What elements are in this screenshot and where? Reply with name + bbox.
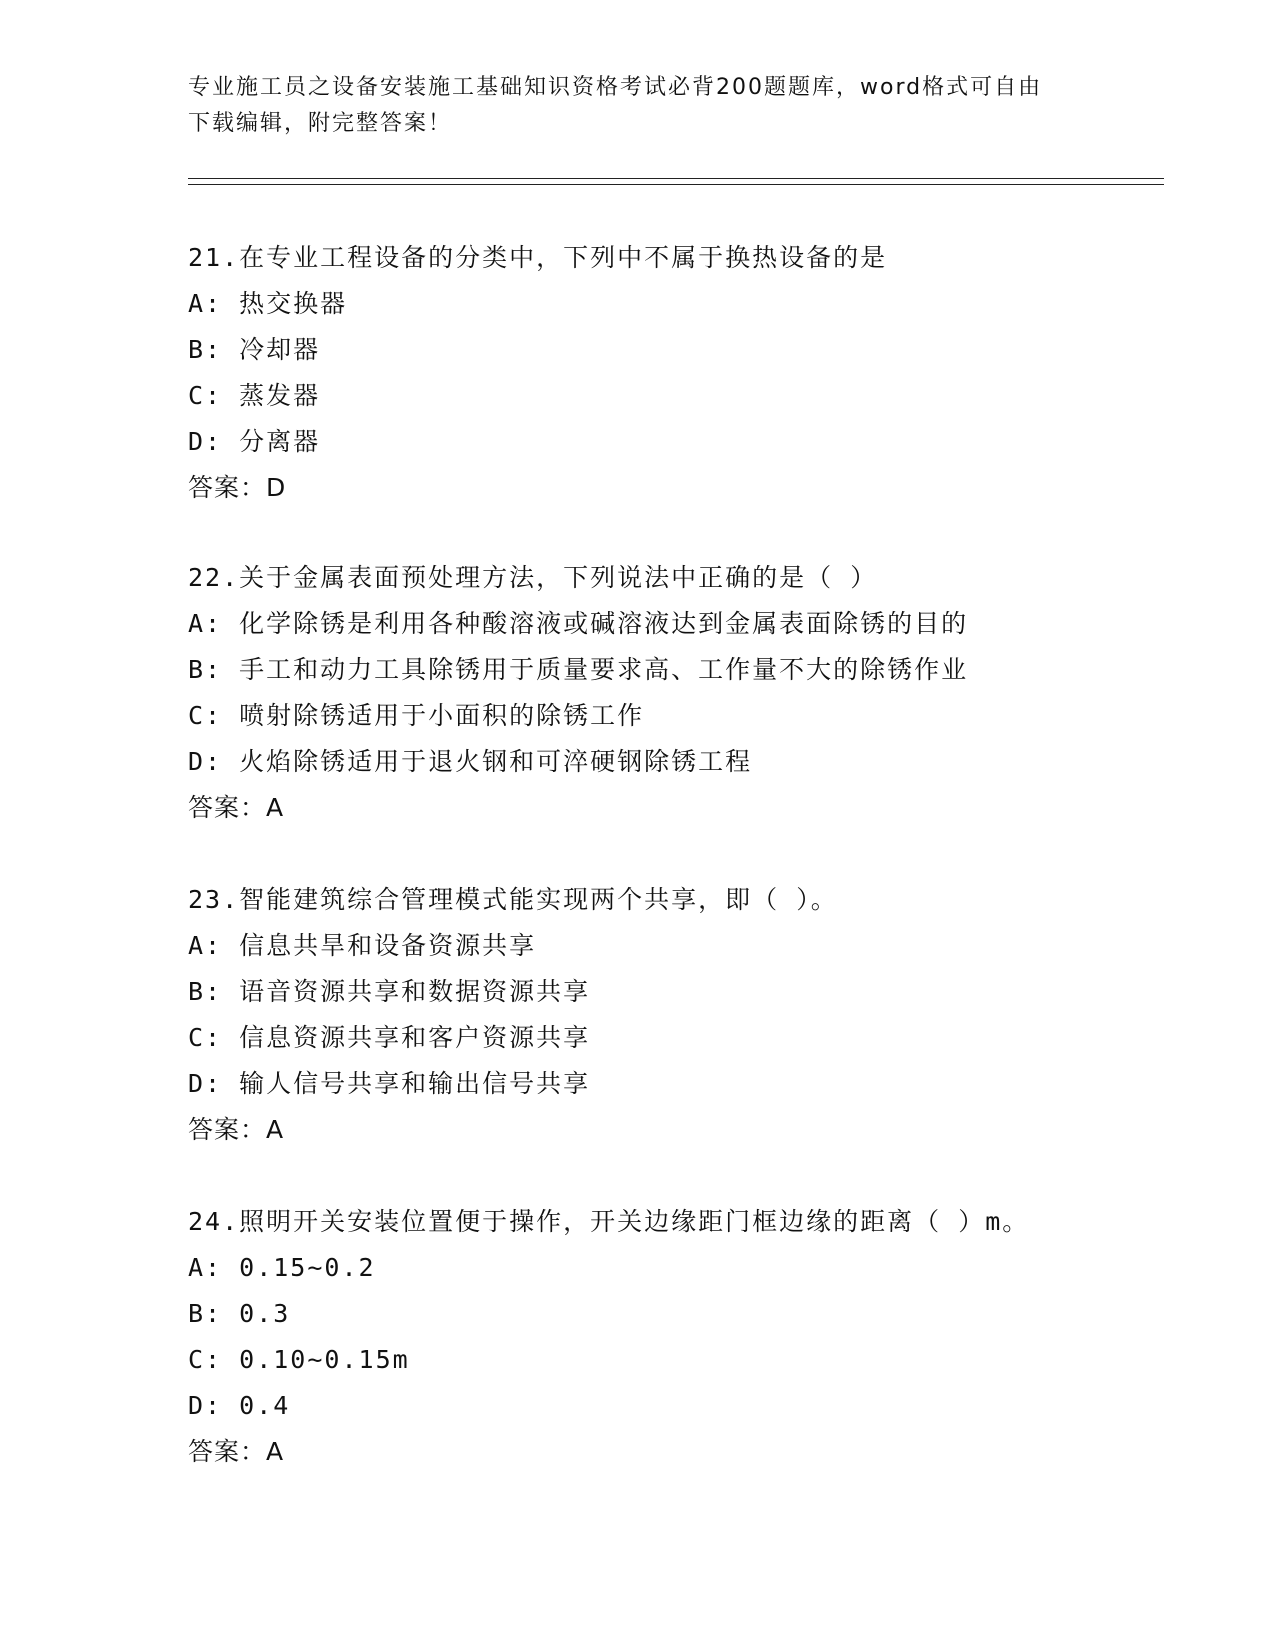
question-24	[188, 1199, 1148, 1475]
option-b: B: 冷却器	[188, 335, 321, 364]
question-21	[188, 235, 1148, 511]
answer: 答案：D	[188, 473, 287, 502]
option-c: C: 信息资源共享和客户资源共享	[188, 1023, 591, 1052]
answer: 答案：A	[188, 1115, 285, 1144]
option-c: C: 0.10~0.15m	[188, 1345, 410, 1374]
question-stem: 24.照明开关安装位置便于操作，开关边缘距门框边缘的距离（ ）m。	[188, 1207, 1030, 1236]
document-header	[188, 70, 1078, 142]
header-title-line-2: 下载编辑，附完整答案！	[188, 111, 453, 136]
header-title-line-1: 专业施工员之设备安装施工基础知识资格考试必背200题题库，word格式可自由	[188, 75, 1043, 100]
option-b: B: 语音资源共享和数据资源共享	[188, 977, 591, 1006]
question-stem: 21.在专业工程设备的分类中，下列中不属于换热设备的是	[188, 243, 888, 272]
option-d: D: 火焰除锈适用于退火钢和可淬硬钢除锈工程	[188, 747, 753, 776]
option-a: A: 热交换器	[188, 289, 348, 318]
option-b: B: 手工和动力工具除锈用于质量要求高、工作量不大的除锈作业	[188, 655, 969, 684]
question-stem: 23.智能建筑综合管理模式能实现两个共享，即（ ）。	[188, 885, 838, 914]
option-c: C: 蒸发器	[188, 381, 321, 410]
option-a: A: 信息共旱和设备资源共享	[188, 931, 537, 960]
option-b: B: 0.3	[188, 1299, 291, 1328]
option-c: C: 喷射除锈适用于小面积的除锈工作	[188, 701, 645, 730]
header-divider-bottom	[188, 184, 1164, 185]
answer: 答案：A	[188, 793, 285, 822]
option-a: A: 0.15~0.2	[188, 1253, 376, 1282]
header-divider-top	[188, 178, 1164, 179]
option-a: A: 化学除锈是利用各种酸溶液或碱溶液达到金属表面除锈的目的	[188, 609, 969, 638]
answer: 答案：A	[188, 1437, 285, 1466]
question-22	[188, 555, 1148, 831]
option-d: D: 输人信号共享和输出信号共享	[188, 1069, 591, 1098]
option-d: D: 分离器	[188, 427, 321, 456]
question-stem: 22.关于金属表面预处理方法，下列说法中正确的是（ ）	[188, 563, 878, 592]
option-d: D: 0.4	[188, 1391, 291, 1420]
question-23	[188, 877, 1148, 1153]
